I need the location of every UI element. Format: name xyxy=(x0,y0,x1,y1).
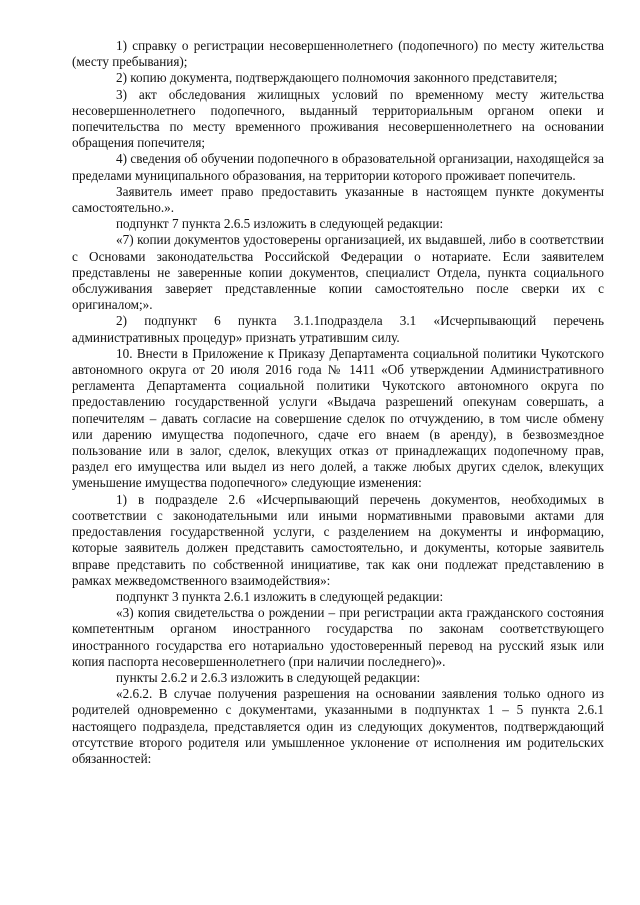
paragraph-subpoint-7-text: «7) копии документов удостоверены организацией, их выдавшей, либо в соответствии с Основами законодательства Российской Федерации о нотариате. Если заявителем представлены не заверенные копии документов, специалист Отдела, пункта социального обслуживания заверяет представленные копии самостоятельно после сверки их с оригиналом;». xyxy=(72,232,604,313)
paragraph-representative-document: 2) копию документа, подтверждающего полномочия законного представителя; xyxy=(116,70,558,86)
paragraph-item-10: 10. Внести в Приложение к Приказу Департамента социальной политики Чукотского автономного округа от 20 июля 2016 года № 1411 «Об утверждении Административного регламента Департамента социальной политики Чукотского автономного округа по предоставлению государственной услуги «Выдача разрешений опекунам совершать, а попечителям – давать согласие на совершение сделок по отчуждению, в том числе обмену или дарению имущества подопечного, сдаче его внаем (в аренду), в безвозмездное пользование или в залог, сделок, влекущих отказ от принадлежащих подопечному прав, раздел его имущества или выдел из него долей, а также любых других сделок, влекущих уменьшение имущества подопечного» следующие изменения: xyxy=(72,345,604,491)
paragraph-applicant-right: Заявитель имеет право предоставить указанные в настоящем пункте документы самостоятельно.». xyxy=(72,183,604,216)
paragraph-subpoint-6-repeal: 2) подпункт 6 пункта 3.1.1подраздела 3.1 «Исчерпывающий перечень административных процедур» признать утратившим силу. xyxy=(72,313,604,345)
paragraph-subpoint-7-intro: подпункт 7 пункта 2.6.5 изложить в следующей редакции: xyxy=(116,216,444,232)
document-page xyxy=(72,38,604,767)
paragraph-subpoint-3-text: «3) копия свидетельства о рождении – при регистрации акта гражданского состояния компетентным органом иностранного государства по законам соответствующего иностранного государства его нотариально удостоверенный перевод на русский язык или копия паспорта несовершеннолетнего (при наличии последнего)». xyxy=(72,605,604,669)
paragraph-subsection-2-6: 1) в подразделе 2.6 «Исчерпывающий перечень документов, необходимых в соответствии с законодательными или иными нормативными правовыми актами для предоставления государственной услуги, с разделением на документы и информацию, которые заявитель должен представить самостоятельно, и документы, которые заявитель вправе представить по собственной инициативе, так как они подлежат представлению в рамках межведомственного взаимодействия»: xyxy=(72,491,604,588)
paragraph-housing-inspection: 3) акт обследования жилищных условий по временному месту жительства несовершеннолетнего подопечного, выданный территориальным органом опеки и попечительства по месту временного проживания несовершеннолетнего на основании обращения попечителя; xyxy=(72,86,604,151)
paragraph-education-info: 4) сведения об обучении подопечного в образовательной организации, находящейся за пределами муниципального образования, на территории которого проживает попечитель. xyxy=(72,151,604,183)
paragraph-residence-certificate: 1) справку о регистрации несовершеннолетнего (подопечного) по месту жительства (месту пребывания); xyxy=(72,38,604,70)
paragraph-subpoint-3-intro: подпункт 3 пункта 2.6.1 изложить в следующей редакции: xyxy=(116,588,444,604)
paragraph-point-2-6-2-text: «2.6.2. В случае получения разрешения на основании заявления только одного из родителей одновременно с документами, указанными в подпунктах 1 – 5 пункта 2.6.1 настоящего подраздела, представляется один из следующих документов, подтверждающий отсутствие второго родителя или умышленное уклонение от исполнения им родительских обязанностей: xyxy=(72,686,604,766)
paragraph-points-2-6-2-intro: пункты 2.6.2 и 2.6.3 изложить в следующей редакции: xyxy=(116,669,421,685)
